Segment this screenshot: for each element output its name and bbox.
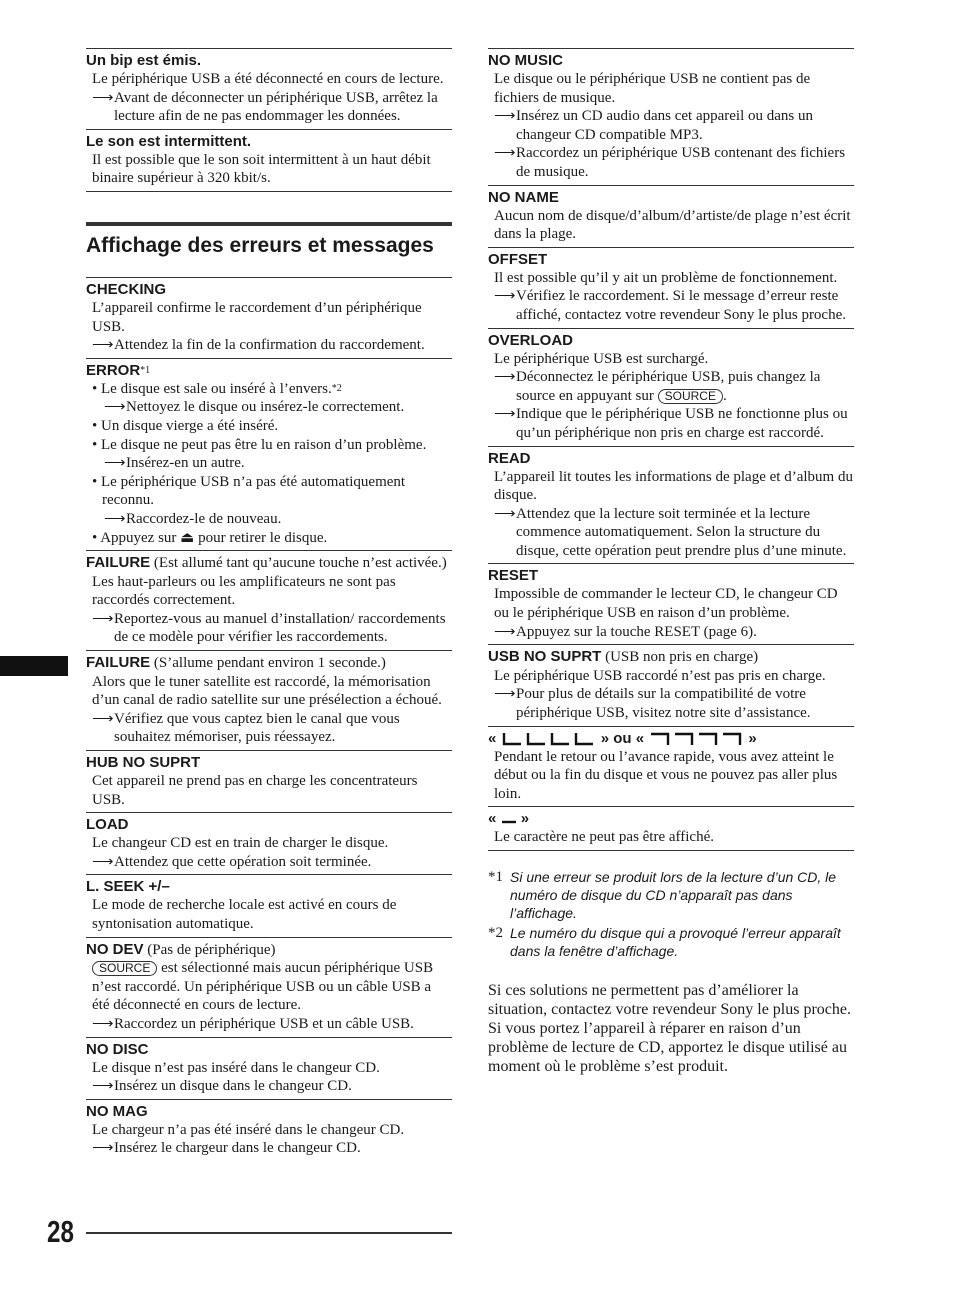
entry-son: Le son est intermittent. Il est possible que le son soit intermittent à un haut débit binaire supérieur à 320 kbit/s. (86, 130, 452, 192)
entry-failure-2: FAILURE (S’allume pendant environ 1 seconde.) Alors que le tuner satellite est raccordé, la mémorisation d’un canal de radio satellite sur une présélection a échoué. ⟶Vérifiez que vous captez bien le canal que vous souhaitez mémoriser, puis réessayez. (86, 651, 452, 751)
entry-nomag: NO MAG Le chargeur n’a pas été inséré dans le changeur CD. ⟶Insérez le chargeur dans le changeur CD. (86, 1102, 405, 1157)
entry-nodisc: NO DISC Le disque n’est pas inséré dans le changeur CD. ⟶Insérez un disque dans le changeur CD. (86, 1038, 452, 1100)
closing-paragraph: Si vous portez l’appareil à réparer en raison d’un problème de lecture de CD, apportez le disque utilisé au moment où le problème s’est produit. (488, 1020, 847, 1075)
section-tab-marker (0, 656, 68, 676)
right-arrow-icon: ⟶ (494, 145, 516, 162)
right-arrow-icon: ⟶ (92, 610, 114, 627)
entry-seek-limit: « » ou « » Pendant le retour ou l’avance rapide, vous avez atteint le début ou la fin du disque et vous ne pouvez pas aller plus loin. (488, 727, 854, 808)
right-arrow-icon: ⟶ (92, 1015, 114, 1032)
entry-nodev: NO DEV (Pas de périphérique) SOURCE est sélectionné mais aucun périphérique USB n’est raccordé. Un périphérique USB ou un câble USB a été déconnecté en cours de lecture. ⟶Raccordez un périphérique USB et un câble USB. (86, 938, 452, 1038)
entry-checking: CHECKING L’appareil confirme le raccordement d’un périphérique USB. ⟶Attendez la fin de la confirmation du raccordement. (86, 277, 452, 359)
entry-usb-no-suprt: USB NO SUPRT (USB non pris en charge) Le périphérique USB raccordé n’est pas pris en charge. ⟶Pour plus de détails sur la compatibilité de votre périphérique USB, visitez notre site d’assistance. (488, 645, 854, 726)
source-key: SOURCE (658, 389, 723, 404)
footnote: *2 Le numéro du disque qui a provoqué l’erreur apparaît dans la fenêtre d’affichage. (488, 925, 841, 959)
entry-char: « » Le caractère ne peut pas être affiché. (488, 807, 854, 851)
closing-paragraph: Si ces solutions ne permettent pas d’améliorer la situation, contactez votre revendeur Sony le plus proche. (488, 982, 851, 1018)
entry-error: ERROR$^{*1}$ • Le disque est sale ou inséré à l’envers.$^{*2}$ ⟶Nettoyez le disque ou insérez-le correctement. • Un disque vierge a été inséré. • Le disque ne peut pas être lu en raison d’un problème. ⟶Insérez-en un autre. • Le périphérique USB n’a pas été automatiquement reconnu. ⟶Raccordez-le de nouveau. • Appuyez sur ⏏ pour retirer le disque. (86, 359, 452, 551)
right-arrow-icon: ⟶ (92, 853, 114, 870)
right-arrow-icon: ⟶ (92, 1078, 114, 1095)
left-column (86, 48, 452, 1161)
right-arrow-icon: ⟶ (104, 455, 126, 472)
right-arrow-icon: ⟶ (494, 108, 516, 125)
entry-load: LOAD Le changeur CD est en train de charger le disque. ⟶Attendez que cette opération soit terminée. (86, 813, 452, 875)
right-arrow-icon: ⟶ (104, 510, 126, 527)
right-arrow-icon: ⟶ (494, 686, 516, 703)
entry-offset: OFFSET Il est possible qu’il y ait un problème de fonctionnement. ⟶Vérifiez le raccordement. Si le message d’erreur reste affiché, contactez votre revendeur Sony le plus proche. (488, 248, 854, 329)
right-arrow-icon: ⟶ (494, 406, 516, 423)
page-rule (86, 1232, 452, 1234)
entry-read: READ L’appareil lit toutes les informations de plage et d’album du disque. ⟶Attendez que la lecture soit terminée et la lecture commence automatiquement. Selon la structure du disque, cette opération peut prendre plus d’une minute. (488, 447, 854, 565)
right-arrow-icon: ⟶ (92, 1140, 114, 1157)
entry-hub: HUB NO SUPRT Cet appareil ne prend pas en charge les concentrateurs USB. (86, 751, 452, 813)
right-arrow-icon: ⟶ (494, 505, 516, 522)
entry-nomusic: NO MUSIC Le disque ou le périphérique USB ne contient pas de fichiers de musique. ⟶Insérez un CD audio dans cet appareil ou dans un changeur CD compatible MP3. ⟶Raccordez un périphérique USB contenant des fichiers de musique. (488, 48, 854, 186)
right-arrow-icon: ⟶ (92, 710, 114, 727)
entry-failure-1: FAILURE (Est allumé tant qu’aucune touche n’est activée.) Les haut-parleurs ou les amplificateurs ne sont pas raccordés correctement. ⟶Reportez-vous au manuel d’installation/ raccordements de ce modèle pour vérifier les raccordements. (86, 551, 452, 651)
entry-reset: RESET Impossible de commander le lecteur CD, le changeur CD ou le périphérique USB en raison d’un problème. ⟶Appuyez sur la touche RESET (page 6). (488, 564, 854, 645)
right-arrow-icon: ⟶ (494, 623, 516, 640)
right-arrow-icon: ⟶ (92, 89, 114, 106)
entry-noname: NO NAME Aucun nom de disque/d’album/d’artiste/de plage n’est écrit dans la plage. (488, 186, 854, 248)
page-number: 28 (47, 1214, 74, 1249)
rewind-limit-display-icon (501, 732, 597, 746)
section-title: Affichage des erreurs et messages (86, 222, 452, 269)
source-key: SOURCE (92, 961, 157, 976)
right-arrow-icon: ⟶ (494, 288, 516, 305)
entry-title: Un bip est émis. (86, 52, 202, 69)
right-arrow-icon: ⟶ (92, 337, 114, 354)
entry-overload: OVERLOAD Le périphérique USB est surchargé. ⟶Déconnectez le périphérique USB, puis changez la source en appuyant sur SOURCE . ⟶Indique que le périphérique USB ne fonctionne plus ou qu’un périphérique non pris en charge est raccordé. (488, 329, 854, 447)
right-arrow-icon: ⟶ (104, 399, 126, 416)
right-column (488, 48, 854, 1076)
underscore-char-icon (501, 814, 517, 824)
footnote: *1 Si une erreur se produit lors de la lecture d’un CD, le numéro de disque du CD n’apparaît pas dans l’affichage. (488, 869, 837, 921)
entry-title: Le son est intermittent. (86, 132, 252, 150)
entry-bip: Un bip est émis. Le périphérique USB a été déconnecté en cours de lecture. ⟶Avant de déconnecter un périphérique USB, arrêtez la lecture afin de ne pas endommager les données. (86, 48, 452, 130)
eject-icon: ⏏ (180, 529, 195, 546)
entry-lseek: L. SEEK +/– Le mode de recherche locale est activé en cours de syntonisation automatique. (86, 875, 452, 937)
forward-limit-display-icon (648, 732, 744, 746)
right-arrow-icon: ⟶ (494, 369, 516, 386)
